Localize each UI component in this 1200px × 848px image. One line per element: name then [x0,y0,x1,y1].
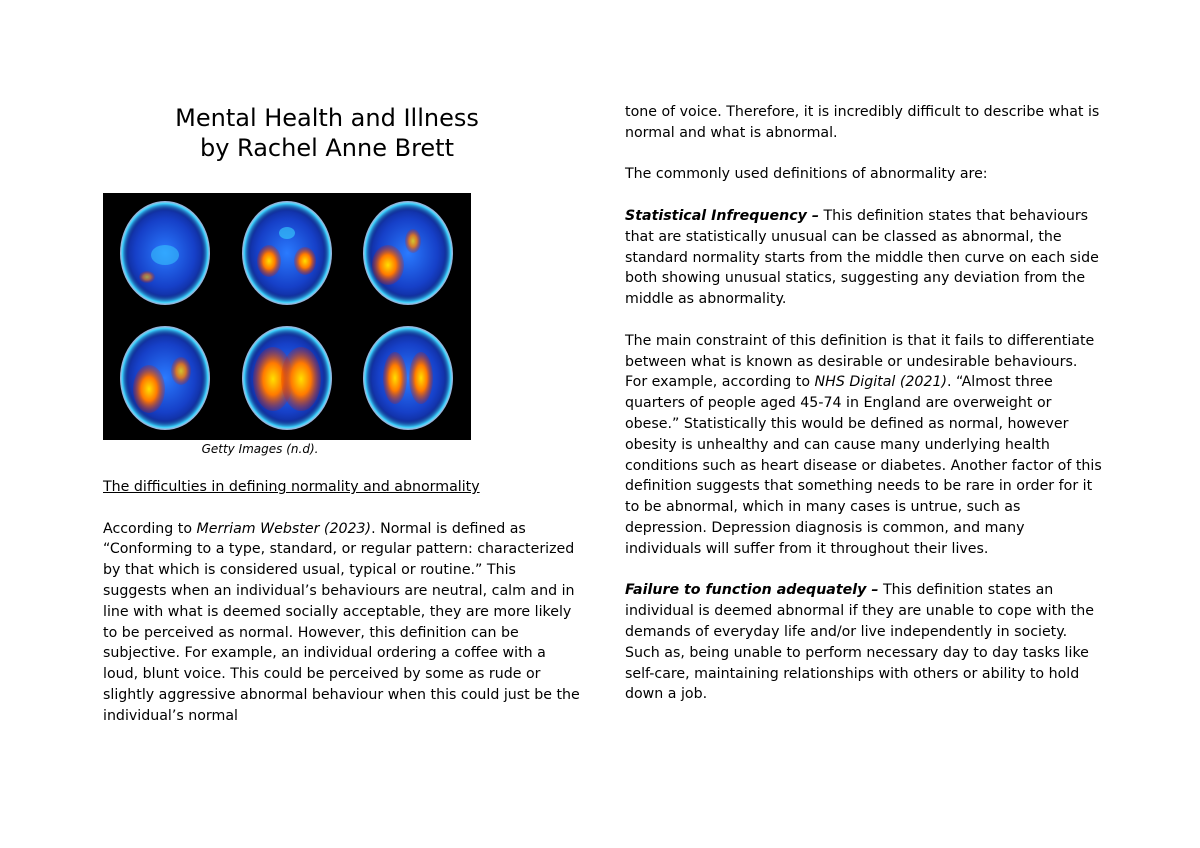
scan-3 [363,201,453,305]
definition-term: Failure to function adequately – [625,582,879,599]
spacer [625,144,1103,165]
spacer [103,498,581,519]
spacer [625,310,1103,331]
title-line-1: Mental Health and Illness [175,104,479,132]
definition-body: This definition states that behaviours that are statistically unusual can be classed as abnormal, the standard normality starts from the middle then curve on each side both showing unusual statics, suggesting any deviation from the middle as abnormality. [625,207,1099,308]
paragraph-body: . Normal is defined as “Conforming to a type, standard, or regular pattern: characterized by that which is considered usual, typical or routine.” This suggests when an individual’s behaviours are neutral, calm and in line with what is deemed socially acceptable, they are more likely to be perceived as normal. However, this definition can be subjective. For example, an individual ordering a coffee with a loud, blunt voice. This could be perceived by some as rude or slightly aggressive abnormal behaviour when this could just be the individual’s normal [103,520,580,724]
brain-scans-illustration [103,193,471,440]
definitions-intro: The commonly used definitions of abnormality are: [625,166,988,183]
definition-statistical-infrequency [625,206,1103,310]
right-column [625,102,1103,705]
left-column [103,477,581,727]
brain-scan-image [103,193,471,440]
paragraph-intro: According to [103,520,197,537]
definition-failure-to-function [625,580,1103,705]
citation-nhs-digital: NHS Digital (2021) [814,374,948,391]
scan-4 [120,326,210,430]
constraint-text-2: . “Almost three quarters of people aged 45-74 in England are overweight or obese.” Statistically this would be defined as normal, however obesity is unhealthy and can cause many underlying health conditions such as heart disease or diabetes. Another factor of this definition suggests that something needs to be rare in order for it to be abnormal, which in many cases is untrue, such as depression. Depression diagnosis is common, and many individuals will suffer from it throughout their lives. [625,374,1102,557]
paragraph-main-constraint [625,331,1103,560]
paragraph-continuation: tone of voice. Therefore, it is incredibly difficult to describe what is normal and what is abnormal. [625,104,1100,141]
scan-5 [242,326,332,430]
figure-caption: Getty Images (n.d). [201,442,319,456]
constraint-text-1: The main constraint of this definition is that it fails to differentiate between what is known as desirable or undesirable behaviours. For example, according to [625,332,1095,391]
scan-1 [120,201,210,305]
document-title [103,103,551,163]
scan-6 [363,326,453,430]
scan-2 [242,201,332,305]
citation-merriam-webster: Merriam Webster (2023) [196,520,372,537]
paragraph-normal-definition [103,519,581,727]
title-line-2: by Rachel Anne Brett [199,134,454,162]
spacer [625,560,1103,581]
definition-term: Statistical Infrequency – [625,207,819,224]
definition-body: This definition states an individual is deemed abnormal if they are unable to cope with the demands of everyday life and/or live independently in society. Such as, being unable to perform necessary day to day tasks like self-care, maintaining relationships with others or ability to hold down a job. [625,582,1094,703]
spacer [625,185,1103,206]
section-heading: The difficulties in defining normality and abnormality [103,479,480,495]
